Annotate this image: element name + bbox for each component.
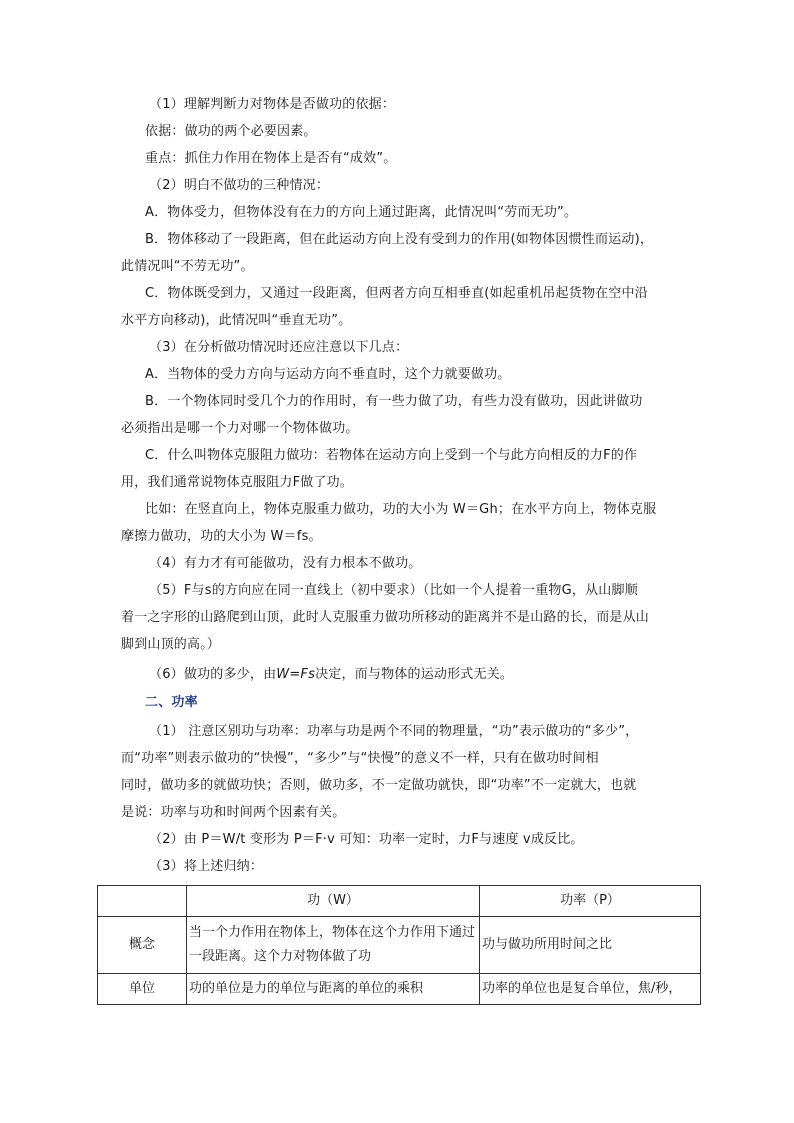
paragraph-line: B．物体移动了一段距离，但在此运动方向上没有受到力的作用(如物体因惯性而运动)， (145, 232, 654, 247)
paragraph-line: （3）在分析做功情况时还应注意以下几点： (149, 340, 409, 355)
paragraph-line: C．物体既受到力，又通过一段距离，但两者方向互相垂直(如起重机吊起货物在空中沿 (145, 286, 648, 301)
table-row-label: 单位 (98, 974, 187, 1005)
table-header-cell (98, 886, 187, 917)
paragraph-line: （2）明白不做功的三种情况： (149, 178, 330, 193)
paragraph-line: 水平方向移动)，此情况叫“垂直无功”。 (121, 313, 352, 328)
paragraph-line: （4）有力才有可能做功，没有力根本不做功。 (149, 556, 422, 571)
section-heading-power: 二、功率 (145, 695, 198, 710)
paragraph-line: （5）F与s的方向应在同一直线上（初中要求）（比如一个人提着一重物G，从山脚顺 (149, 583, 638, 598)
paragraph-line: 重点：抓住力作用在物体上是否有“成效”。 (145, 151, 397, 166)
table-row-label: 概念 (98, 917, 187, 974)
paragraph-line: （1）理解判断力对物体是否做功的依据： (149, 97, 396, 112)
formula-w-fs: W=Fs (276, 667, 316, 682)
table-header-row (98, 886, 701, 917)
paragraph-line: 脚到山顶的高。） (121, 637, 221, 652)
table-cell-power: 功率的单位也是复合单位，焦/秒， (480, 974, 701, 1005)
table-cell-work: 当一个力作用在物体上，物体在这个力作用下通过一段距离。这个力对物体做了功 (187, 917, 480, 974)
formula-line-suffix: 决定，而与物体的运动形式无关。 (315, 667, 514, 682)
paragraph-line: （2）由 P＝W/t 变形为 P＝F·v 可知：功率一定时，力F与速度 v成反比。 (149, 832, 584, 847)
paragraph-line: 着一之字形的山路爬到山顶，此时人克服重力做功所移动的距离并不是山路的长，而是从山 (121, 610, 650, 625)
formula-line-prefix: （6）做功的多少，由 (149, 667, 277, 682)
paragraph-line: A．当物体的受力方向与运动方向不垂直时，这个力就要做功。 (145, 367, 511, 382)
paragraph-line: 摩擦力做功，功的大小为 W＝fs。 (121, 529, 322, 544)
table-row (98, 974, 701, 1005)
table-cell-work: 功的单位是力的单位与距离的单位的乘积 (187, 974, 480, 1005)
paragraph-line: 必须指出是哪一个力对哪一个物体做功。 (121, 421, 359, 436)
paragraph-line: （3）将上述归纳： (149, 859, 264, 874)
paragraph-line: 而“功率”则表示做功的“快慢”，“多少”与“快慢”的意义不一样，只有在做功时间相 (121, 751, 599, 766)
paragraph-line: 是说：功率与功和时间两个因素有关。 (121, 805, 346, 820)
table-header-cell: 功（W） (187, 886, 480, 917)
paragraph-line: （1） 注意区别功与功率：功率与功是两个不同的物理量，“功”表示做功的“多少”， (149, 724, 639, 739)
paragraph-line: 依据：做功的两个必要因素。 (145, 124, 317, 139)
paragraph-line: 用，我们通常说物体克服阻力F做了功。 (121, 475, 354, 490)
work-power-table (97, 885, 701, 1005)
table-row (98, 917, 701, 974)
paragraph-line: 比如：在竖直向上，物体克服重力做功，功的大小为 W＝Gh；在水平方向上，物体克服 (145, 502, 657, 517)
paragraph-line: C．什么叫物体克服阻力做功：若物体在运动方向上受到一个与此方向相反的力F的作 (145, 448, 638, 463)
table-header-cell: 功率（P） (480, 886, 701, 917)
paragraph-line: B．一个物体同时受几个力的作用时，有一些力做了功，有些力没有做功，因此讲做功 (145, 394, 643, 409)
table-cell-power: 功与做功所用时间之比 (480, 917, 701, 974)
paragraph-line: 同时，做功多的就做功快；否则，做功多，不一定做功就快，即“功率”不一定就大，也就 (121, 778, 637, 793)
paragraph-line: 此情况叫“不劳无功”。 (121, 259, 254, 274)
paragraph-line: A．物体受力，但物体没有在力的方向上通过距离，此情况叫“劳而无功”。 (145, 205, 578, 220)
formula-line (149, 666, 513, 684)
